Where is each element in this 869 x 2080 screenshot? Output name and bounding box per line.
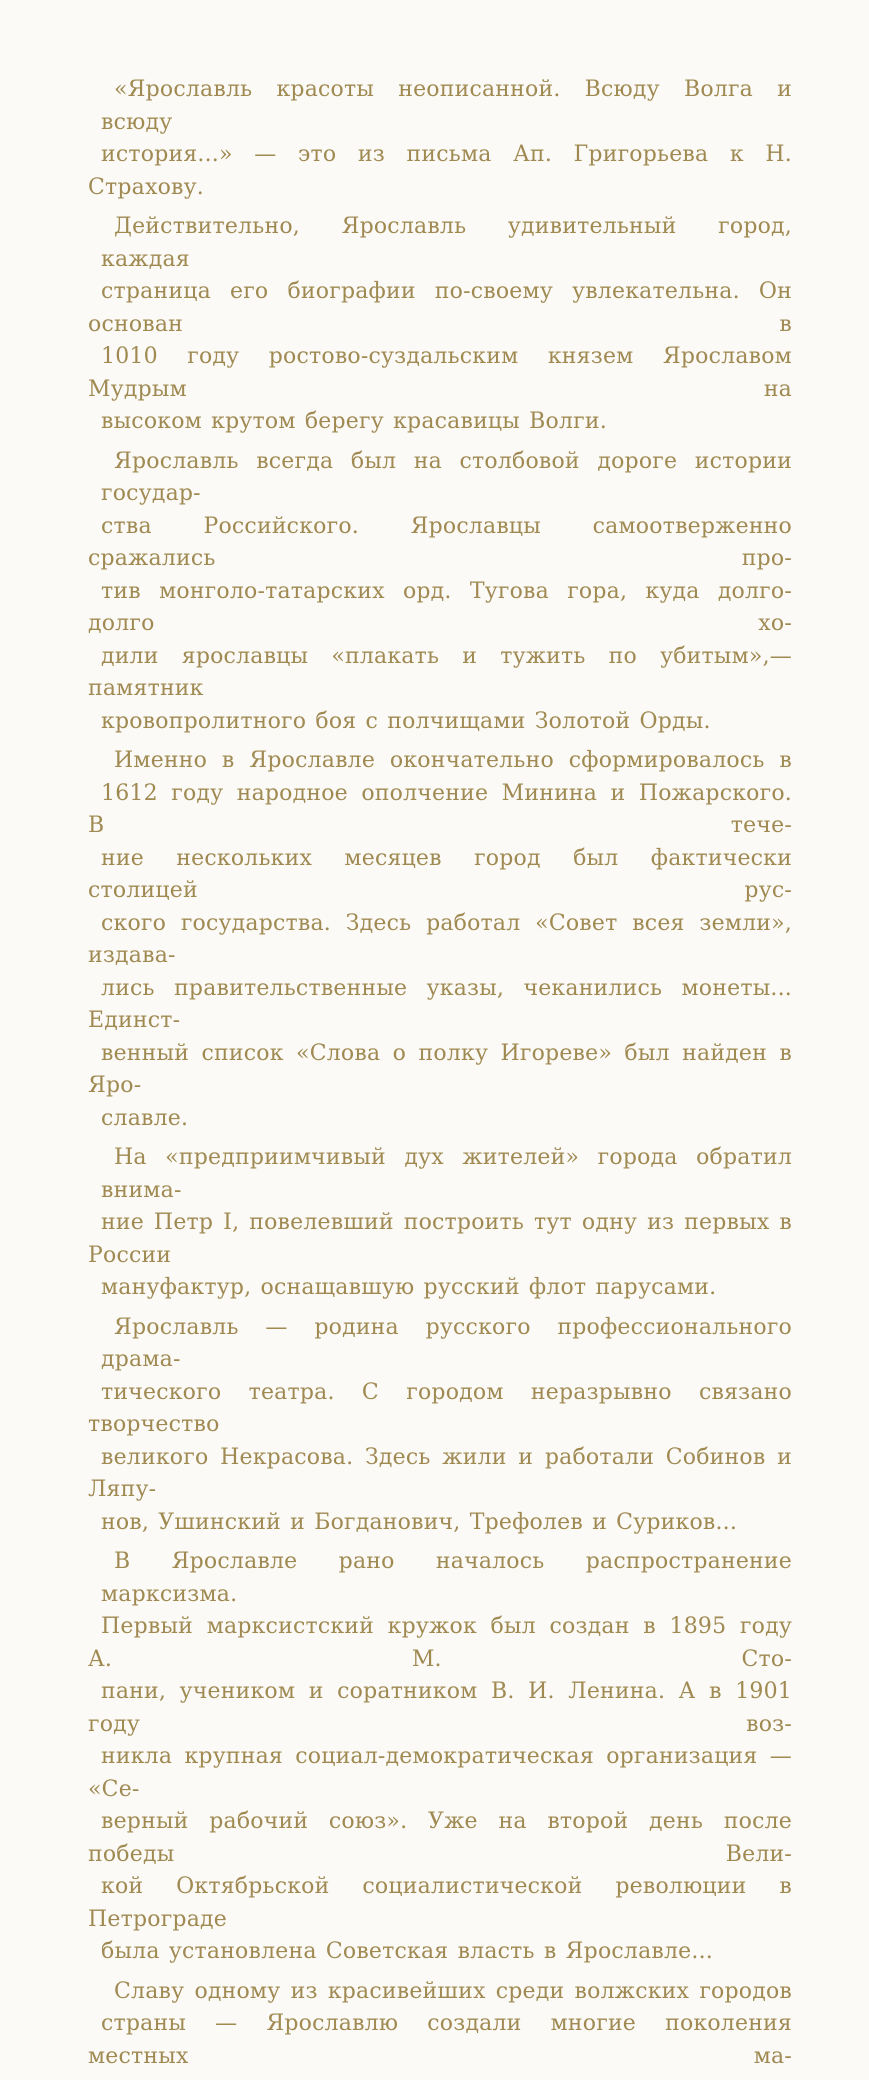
text-line: ние Петр I, повелевший построить тут одну из первых в России bbox=[88, 1210, 792, 1268]
text-line: 1612 году народное ополчение Минина и Пожарского. В тече- bbox=[88, 780, 792, 838]
paragraph-6 bbox=[88, 1312, 792, 1540]
text-line: была установлена Советская власть в Ярославле... bbox=[101, 1939, 713, 1964]
text-line: В Ярославле рано началось распространение марксизма. bbox=[101, 1549, 792, 1607]
text-line: Ярославль — родина русского профессионального драма- bbox=[101, 1314, 792, 1372]
text-line: ства Российского. Ярославцы самоотверженно сражались про- bbox=[88, 513, 792, 571]
text-line: высоком крутом берегу красавицы Волги. bbox=[101, 409, 607, 434]
paragraph-3 bbox=[88, 446, 792, 739]
text-line: Первый марксистский кружок был создан в 1895 году А. М. Сто- bbox=[88, 1614, 792, 1672]
text-line: тив монголо-татарских орд. Тугова гора, куда долго-долго хо- bbox=[88, 578, 792, 636]
text-line: страны — Ярославлю создали многие поколения местных ма- bbox=[88, 2011, 792, 2069]
text-line: никла крупная социал-демократическая организация — «Се- bbox=[88, 1744, 792, 1802]
text-line: На «предприимчивый дух жителей» города обратил внима- bbox=[101, 1145, 792, 1203]
text-line: венный список «Слова о полку Игореве» был найден в Яро- bbox=[88, 1040, 792, 1098]
text-line: тического театра. С городом неразрывно связано творчество bbox=[88, 1379, 792, 1437]
text-line: Славу одному из красивейших среди волжских городов bbox=[114, 1978, 792, 2004]
text-line: великого Некрасова. Здесь жили и работали Собинов и Ляпу- bbox=[88, 1444, 792, 1502]
text-line: Именно в Ярославле окончательно сформировалось в bbox=[114, 748, 792, 773]
text-line: ние нескольких месяцев город был фактически столицей рус- bbox=[88, 845, 792, 903]
text-line: ского государства. Здесь работал «Совет всея земли», издава- bbox=[88, 910, 792, 968]
text-line: мануфактур, оснащавшую русский флот парусами. bbox=[101, 1275, 717, 1300]
paragraph-1 bbox=[88, 74, 792, 204]
text-line: Ярославль всегда был на столбовой дороге истории государ- bbox=[101, 448, 792, 506]
text-line: дили ярославцы «плакать и тужить по убитым»,— памятник bbox=[88, 643, 792, 701]
text-line: кой Октябрьской социалистической революции в Петрограде bbox=[88, 1874, 792, 1932]
text-line: история...» — это из письма Ап. Григорьева к Н. Страхову. bbox=[88, 142, 792, 200]
text-line: нов, Ушинский и Богданович, Трефолев и Суриков... bbox=[101, 1509, 738, 1535]
paragraph-8 bbox=[88, 1976, 792, 2074]
text-line: Действительно, Ярославль удивительный город, каждая bbox=[101, 214, 792, 272]
text-line: 1010 году ростово-суздальским князем Ярославом Мудрым на bbox=[88, 344, 792, 402]
text-line: страница его биографии по-своему увлекательна. Он основан в bbox=[88, 279, 792, 337]
text-line: лись правительственные указы, чеканились монеты... Единст- bbox=[88, 975, 792, 1033]
text-line: славле. bbox=[101, 1105, 189, 1131]
text-line: пани, учеником и соратником В. И. Ленина. А в 1901 году воз- bbox=[88, 1679, 792, 1737]
text-line: верный рабочий союз». Уже на второй день после победы Вели- bbox=[88, 1809, 792, 1867]
paragraph-5 bbox=[88, 1142, 792, 1305]
text-line: «Ярославль красоты неописанной. Всюду Волга и всюду bbox=[101, 77, 792, 135]
text-line: кровопролитного боя с полчищами Золотой Орды. bbox=[101, 708, 711, 734]
text-body bbox=[88, 74, 792, 2080]
paragraph-4 bbox=[88, 745, 792, 1135]
paragraph-7 bbox=[88, 1546, 792, 1969]
paragraph-2 bbox=[88, 211, 792, 439]
